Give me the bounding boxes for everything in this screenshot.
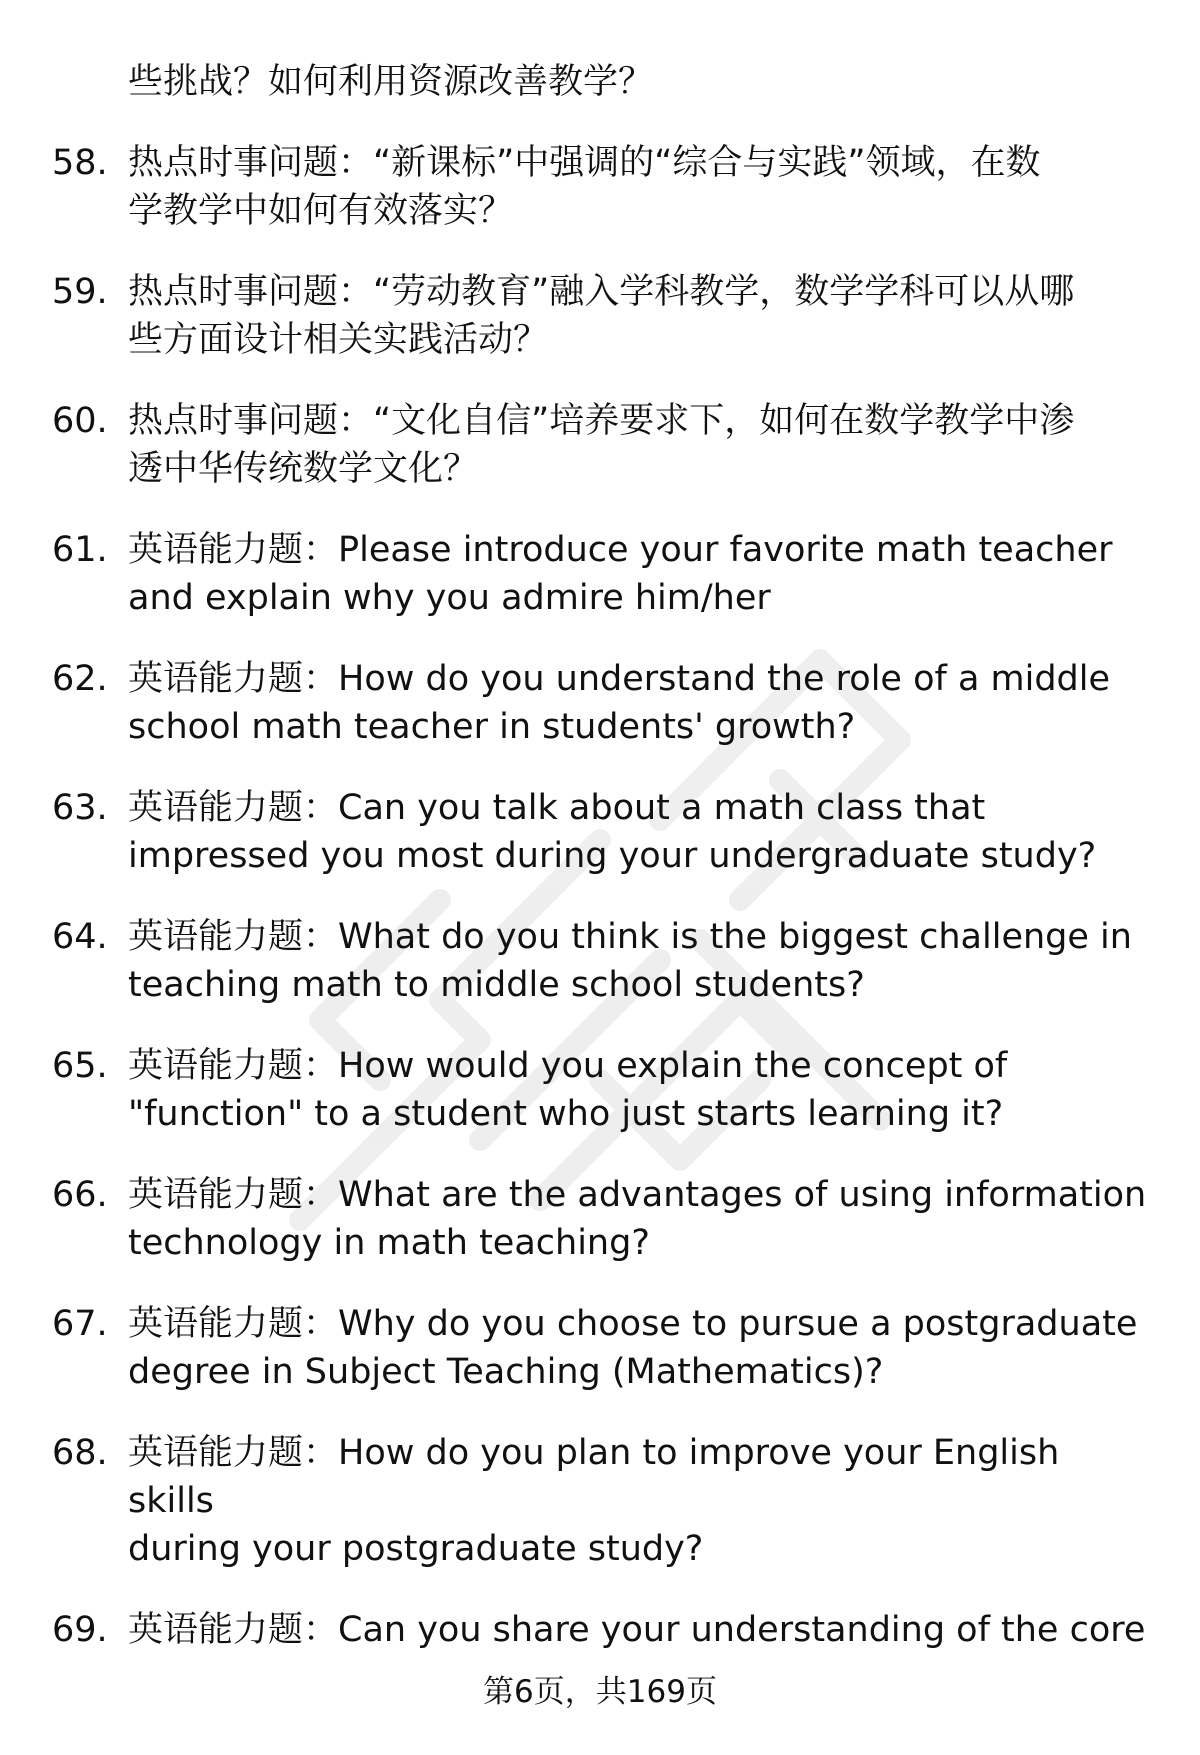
list-item-continuation [0, 58, 1200, 106]
item-text: 英语能力题：Can you talk about a math class that impressed you most during your undergraduate study? [128, 788, 1097, 876]
list-item [0, 913, 1200, 1009]
item-text: 英语能力题：Can you share your understanding of the core [128, 1610, 1146, 1650]
item-number: 68. [52, 1433, 108, 1473]
continuation-text: 些挑战？如何利用资源改善教学？ [128, 62, 654, 102]
list-item [0, 139, 1200, 235]
item-text: 英语能力题：How would you explain the concept of "function" to a student who just starts learning it? [128, 1046, 1008, 1134]
list-item [0, 1171, 1200, 1267]
item-number: 62. [52, 659, 108, 699]
item-number: 61. [52, 530, 108, 570]
list-item [0, 1300, 1200, 1396]
item-number: 60. [52, 401, 108, 441]
question-list [0, 58, 1200, 1687]
item-text: 热点时事问题：“劳动教育”融入学科教学，数学学科可以从哪 些方面设计相关实践活动？ [128, 272, 1075, 360]
list-item [0, 784, 1200, 880]
item-text: 英语能力题：How do you plan to improve your English skills during your postgraduate study? [128, 1433, 1060, 1569]
item-text: 英语能力题：What are the advantages of using information technology in math teaching? [128, 1175, 1147, 1263]
list-item [0, 1042, 1200, 1138]
list-item [0, 1606, 1200, 1654]
item-number: 66. [52, 1175, 108, 1215]
list-item [0, 268, 1200, 364]
list-item [0, 526, 1200, 622]
list-item [0, 397, 1200, 493]
item-number: 67. [52, 1304, 108, 1344]
item-text: 英语能力题：Why do you choose to pursue a postgraduate degree in Subject Teaching (Mathematics)? [128, 1304, 1138, 1392]
item-number: 64. [52, 917, 108, 957]
item-number: 58. [52, 143, 108, 183]
item-text: 英语能力题：Please introduce your favorite math teacher and explain why you admire him/her [128, 530, 1113, 618]
item-text: 热点时事问题：“新课标”中强调的“综合与实践”领域，在数 学教学中如何有效落实？ [128, 143, 1041, 231]
item-text: 热点时事问题：“文化自信”培养要求下，如何在数学教学中渗 透中华传统数学文化？ [128, 401, 1075, 489]
list-item [0, 655, 1200, 751]
item-number: 69. [52, 1610, 108, 1650]
page-footer: 第6页，共169页 [483, 1674, 717, 1710]
item-number: 63. [52, 788, 108, 828]
item-number: 65. [52, 1046, 108, 1086]
item-text: 英语能力题：How do you understand the role of a middle school math teacher in students' growth? [128, 659, 1111, 747]
item-number: 59. [52, 272, 108, 312]
list-item [0, 1429, 1200, 1573]
item-text: 英语能力题：What do you think is the biggest challenge in teaching math to middle school students? [128, 917, 1132, 1005]
